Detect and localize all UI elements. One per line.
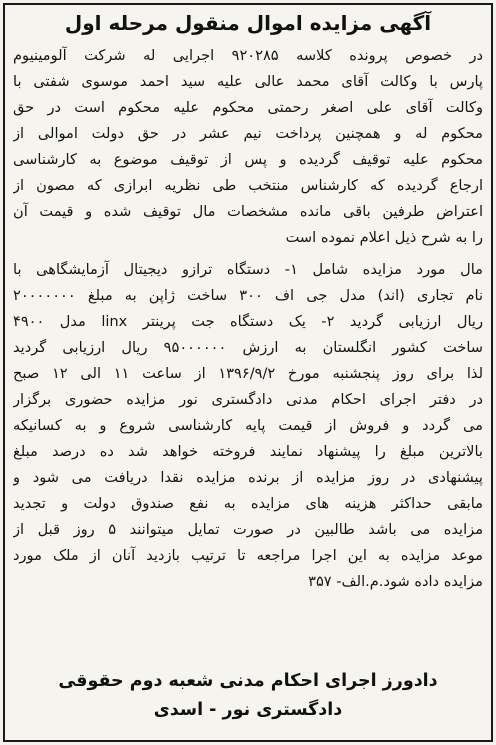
signature-block	[5, 667, 491, 725]
text-line: پارس با وکالت آقای محمد عالی علیه سید احمد موسوی شفتی با	[13, 73, 483, 90]
text-line: پیشنهادی در روز مزایده از برنده مزایده نقدا دریافت می شود و	[13, 469, 483, 486]
text-line: اعتراض طرفین باقی مانده مشخصات مال توقیف شده و قیمت آن	[13, 203, 483, 220]
text-line: موعد مزایده به این اجرا مراجعه تا ترتیب بازدید آنان از ملک مورد	[13, 547, 483, 564]
text-line: محکوم علیه توقیف گردیده و پس از توقیف موضوع به کارشناسی	[13, 151, 483, 168]
text-line: مابقی حداکثر هزینه های مزایده به نفع صندوق دولت و تجدید	[13, 495, 483, 512]
text-line: مزایده داده شود.م.الف- ۳۵۷	[308, 573, 483, 590]
text-line: وکالت آقای علی اصغر رحمتی محکوم علیه محکوم است در حق	[13, 99, 483, 116]
text-line: بالاترین مبلغ را پیشنهاد نمایند فروخته خواهد شد ده درصد مبلغ	[13, 443, 483, 460]
text-line: نام تجاری (اند) مدل جی اف ۳۰۰ ساخت ژاپن به مبلغ ۲۰۰۰۰۰۰۰	[13, 287, 483, 304]
text-line: مال مورد مزایده شامل ۱- دستگاه ترازو دیجیتال آزمایشگاهی با	[13, 261, 483, 278]
text-line: لذا برای روز پنجشنبه مورخ ۱۳۹۶/۹/۲ از ساعت ۱۱ الی ۱۲ صبح	[13, 365, 483, 382]
signature-title: دادورز اجرای احکام مدنی شعبه دوم حقوقی	[58, 671, 438, 691]
text-line: محکوم له و همچنین پرداخت نیم عشر در حق دولت اموالی از	[13, 125, 483, 142]
text-line: ساخت کشور انگلستان به ارزش ۹۵۰۰۰۰۰۰ ریال ارزیابی گردید	[13, 339, 483, 356]
signature-name: دادگستری نور - اسدی	[153, 700, 343, 720]
notice-frame	[3, 3, 493, 742]
text-line: ارجاع گردیده که کارشناس منتخب طی نظریه ابرازی که مصون از	[13, 177, 483, 194]
paragraph-auction-details	[13, 257, 483, 595]
text-line: مزایده می باشد طالبین در صورت تمایل میتوانند ۵ روز قبل از	[13, 521, 483, 538]
text-line: در خصوص پرونده کلاسه ۹۲۰۲۸۵ اجرایی له شرکت آلومینیوم	[13, 47, 483, 64]
text-line: را به شرح ذیل اعلام نموده است	[285, 229, 483, 246]
text-line: ریال ارزیابی گردید ۲- یک دستگاه جت پرینتر linx مدل ۴۹۰۰	[13, 313, 483, 330]
paragraph-case-details	[13, 43, 483, 251]
text-line: در دفتر اجرای احکام مدنی دادگستری نور مزایده حضوری برگزار	[13, 391, 483, 408]
text-line: می گردد و فروش از قیمت پایه کارشناسی شروع و به کسانیکه	[13, 417, 483, 434]
notice-title: آگهی مزایده اموال منقول مرحله اول	[64, 11, 432, 35]
notice-body	[13, 43, 483, 595]
